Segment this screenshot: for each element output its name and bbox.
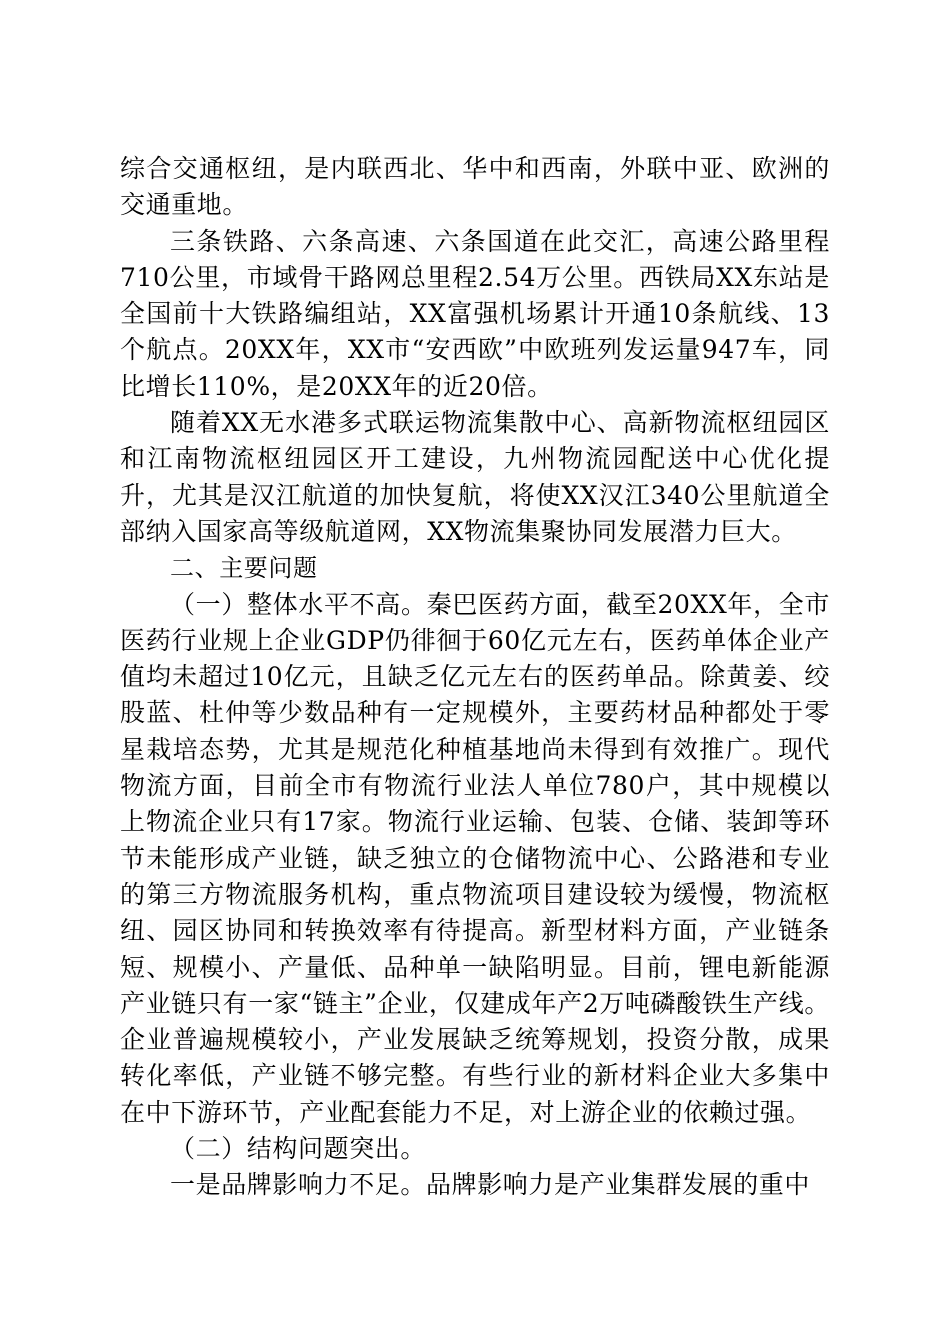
- paragraph-transport-network: 三条铁路、六条高速、六条国道在此交汇，高速公路里程710公里，市域骨干路网总里程2.54万公里。西铁局XX东站是全国前十大铁路编组站，XX富强机场累计开通10条航线、13个航点。20XX年，XX市“安西欧”中欧班列发运量947车，同比增长110%，是20XX年的近20倍。: [120, 226, 830, 401]
- subheading-structural-problems: （二）结构问题突出。: [170, 1134, 427, 1164]
- paragraph-logistics-parks: 随着XX无水港多式联运物流集散中心、高新物流枢纽园区和江南物流枢纽园区开工建设，九州物流园配送中心优化提升，尤其是汉江航道的加快复航，将使XX汉江340公里航道全部纳入国家高等级航道网，XX物流集聚协同发展潜力巨大。: [120, 408, 830, 546]
- paragraph-brand-influence: 一是品牌影响力不足。品牌影响力是产业集群发展的重中: [170, 1170, 811, 1200]
- document-body: [120, 151, 830, 1204]
- paragraph-transport-hub-continued: 综合交通枢纽，是内联西北、华中和西南，外联中亚、欧洲的交通重地。: [120, 154, 830, 220]
- paragraph-overall-level: （一）整体水平不高。秦巴医药方面，截至20XX年，全市医药行业规上企业GDP仍徘徊于60亿元左右，医药单体企业产值均未超过10亿元，且缺乏亿元左右的医药单品。除黄姜、绞股蓝、杜仲等少数品种有一定规模外，主要药材品种都处于零星栽培态势，尤其是规范化种植基地尚未得到有效推广。现代物流方面，目前全市有物流行业法人单位780户，其中规模以上物流企业只有17家。物流行业运输、包装、仓储、装卸等环节未能形成产业链，缺乏独立的仓储物流中心、公路港和专业的第三方物流服务机构，重点物流项目建设较为缓慢，物流枢纽、园区协同和转换效率有待提高。新型材料方面，产业链条短、规模小、产量低、品种单一缺陷明显。目前，锂电新能源产业链只有一家“链主”企业，仅建成年产2万吨磷酸铁生产线。企业普遍规模较小，产业发展缺乏统筹规划，投资分散，成果转化率低，产业链不够完整。有些行业的新材料企业大多集中在中下游环节，产业配套能力不足，对上游企业的依赖过强。: [120, 589, 830, 1127]
- section-heading-main-problems: 二、主要问题: [170, 554, 318, 583]
